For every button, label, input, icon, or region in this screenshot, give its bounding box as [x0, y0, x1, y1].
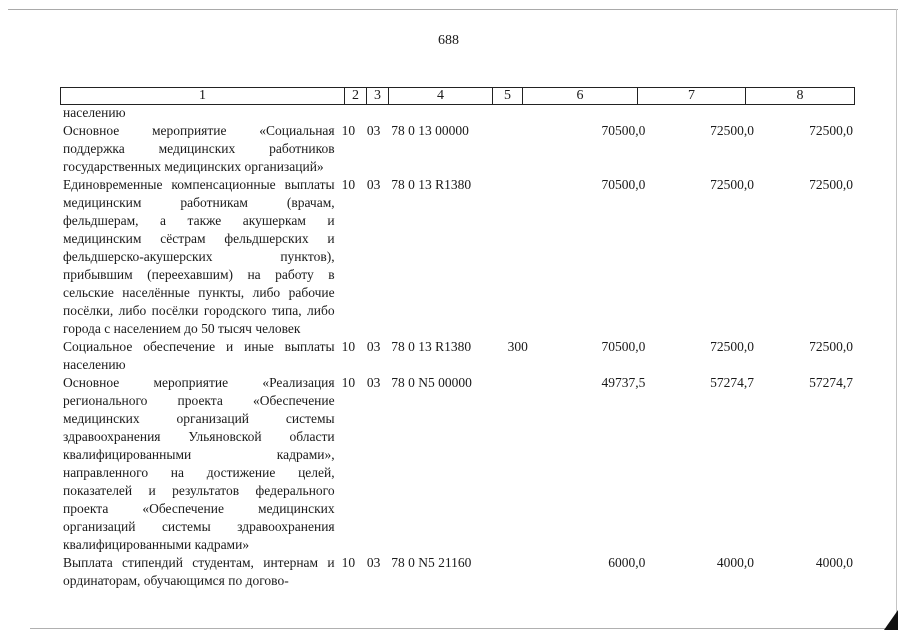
row-description: Основное мероприятие «Социальная поддержка медицинских работников государственных медицинских организаций» [63, 123, 335, 174]
row-amount-col8: 72500,0 [809, 177, 853, 192]
row-amount-col8: 72500,0 [809, 339, 853, 354]
row-amount-col8: 57274,7 [809, 375, 853, 390]
row-section: 10 [341, 339, 356, 354]
row-amount-col6: 6000,0 [608, 555, 646, 570]
row-amount-col6: 70500,0 [601, 123, 646, 138]
row-section: 10 [341, 177, 356, 192]
row-subsection: 03 [366, 375, 381, 390]
row-amount-col7: 57274,7 [710, 375, 755, 390]
row-target-article: 78 0 13 00000 [391, 123, 469, 138]
row-amount-col6: 49737,5 [601, 375, 646, 390]
row-section: 10 [341, 555, 356, 570]
header-col-7: 7 [637, 88, 745, 104]
row-amount-col6: 70500,0 [601, 339, 646, 354]
row-amount-col7: 72500,0 [710, 123, 755, 138]
header-col-1: 1 [199, 88, 206, 103]
table-body [63, 104, 853, 590]
row-subsection: 03 [366, 177, 381, 192]
header-col-4: 4 [388, 88, 492, 104]
scan-edge-right [896, 9, 897, 629]
row-target-article: 78 0 13 R1380 [391, 177, 472, 192]
row-section: 10 [341, 375, 356, 390]
row-amount-col7: 4000,0 [716, 555, 755, 570]
row-amount-col7: 72500,0 [710, 177, 755, 192]
row-description: Социальное обеспечение и иные выплаты населению [63, 339, 335, 372]
row-description: Основное мероприятие «Реализация регионального проекта «Обеспечение медицинских организаций системы здравоохранения Ульяновской области квалифицированными кадрами», направленного на достижение целей, показателей и результатов федерального проекта «Обеспечение медицинских организаций системы здравоохранения квалифицированными кадрами» [63, 375, 335, 552]
table-row [63, 338, 853, 374]
row-subsection: 03 [366, 123, 381, 138]
table-header-row [60, 87, 855, 105]
row-expense-type: 300 [507, 339, 528, 354]
page-corner-mark [884, 610, 898, 630]
header-col-2: 2 [344, 88, 366, 104]
row-description: Выплата стипендий студентам, интернам и ординаторам, обучающимся по догово- [63, 555, 335, 588]
row-description: Единовременные компенсационные выплаты медицинским работникам (врачам, фельдшерам, а также акушеркам и медицинским сёстрам фельдшерских и фельдшерско-акушерских пунктов), прибывшим (переехавшим) на работу в сельские населённые пункты, либо рабочие посёлки, либо посёлки городского типа, либо города с населением до 50 тысяч человек [63, 177, 335, 336]
row-amount-col8: 4000,0 [815, 555, 853, 570]
scan-edge-top [8, 9, 898, 10]
row-subsection: 03 [366, 555, 381, 570]
table-row [63, 122, 853, 176]
table-row [63, 554, 853, 590]
page-number: 688 [438, 33, 459, 48]
row-target-article: 78 0 N5 00000 [391, 375, 472, 390]
table-row [63, 176, 853, 338]
row-amount-col7: 72500,0 [710, 339, 755, 354]
row-amount-col6: 70500,0 [601, 177, 646, 192]
table-row [63, 374, 853, 554]
row-amount-col8: 72500,0 [809, 123, 853, 138]
header-col-8: 8 [745, 88, 854, 104]
row-target-article: 78 0 N5 21160 [391, 555, 472, 570]
scan-edge-bottom [30, 628, 896, 629]
header-col-5: 5 [492, 88, 522, 104]
row-subsection: 03 [366, 339, 381, 354]
header-col-6: 6 [522, 88, 637, 104]
header-col-3: 3 [366, 88, 388, 104]
row-target-article: 78 0 13 R1380 [391, 339, 472, 354]
row-section: 10 [341, 123, 356, 138]
continuation-text: населению [63, 105, 126, 120]
